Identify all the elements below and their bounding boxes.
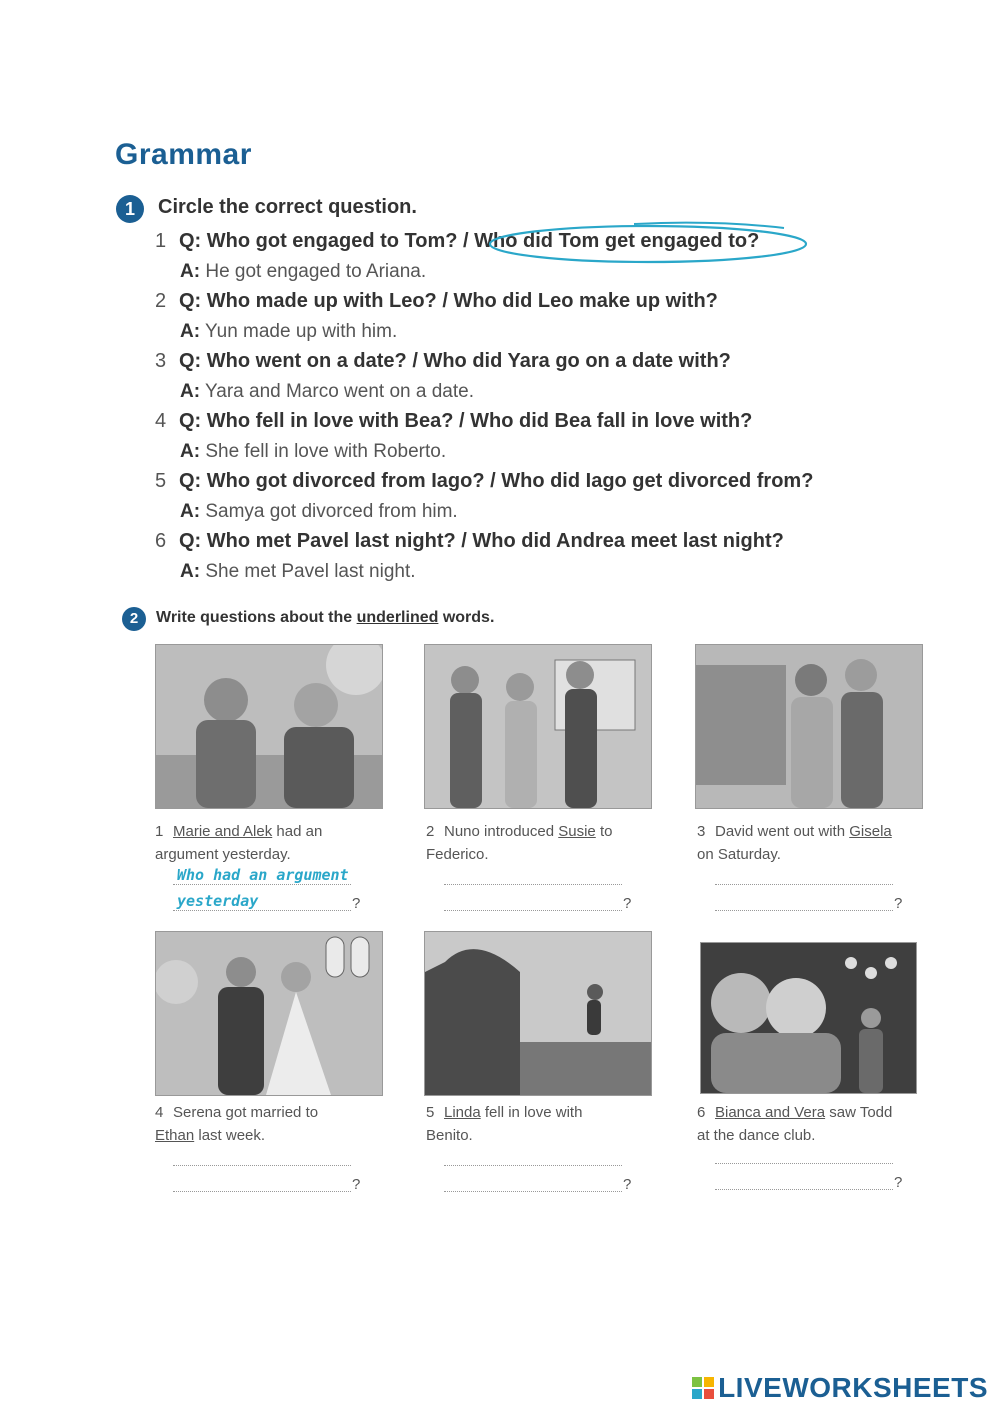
q-label: Q: [179,470,202,492]
caption-text: David went out with [715,823,850,840]
option-1[interactable]: Who got divorced from Iago? [206,470,485,492]
option-1[interactable]: Who met Pavel last night? [206,530,456,552]
item-number: 4 [155,1104,164,1121]
option-separator: / [436,290,454,312]
answer-input-line[interactable] [715,884,893,885]
option-separator: / [457,230,475,252]
caption-text: had an argument yesterday. [155,823,323,863]
underlined-words: Ethan [155,1127,195,1144]
underlined-words: Linda [444,1104,481,1121]
answer-circle-mark [484,220,814,270]
question-row-4 [155,410,752,433]
answer-input-line[interactable] [173,1191,351,1192]
answer-line [173,910,351,911]
caption-1 [155,820,360,866]
item-number: 2 [426,823,435,840]
answer-input-line[interactable] [444,1191,622,1192]
answer-row-3 [180,381,474,403]
question-number: 2 [155,290,167,312]
answer-row-1 [180,261,426,283]
caption-text: saw Todd at the dance club. [697,1104,893,1144]
caption-5 [426,1101,631,1147]
answer-row-5 [180,501,458,523]
answer-row-6 [180,561,416,583]
caption-4 [155,1101,360,1147]
answer-text: Yara and Marco went on a date. [205,381,474,402]
q-label: Q: [179,530,202,552]
answer-line-1b[interactable]: yesterday [177,892,259,910]
underlined-words: Bianca and Vera [715,1104,826,1121]
exercise-1-instruction: Circle the correct question. [158,196,417,218]
caption-2 [426,820,631,866]
answer-input-line[interactable] [715,910,893,911]
q-label: Q: [179,350,202,372]
a-label: A: [180,321,201,342]
question-row-3 [155,350,731,373]
exercise-2-badge: 2 [122,607,146,631]
option-2[interactable]: Who did Yara go on a date with? [423,350,731,372]
option-separator: / [484,470,502,492]
question-mark: ? [352,1176,361,1193]
option-1[interactable]: Who went on a date? [206,350,407,372]
answer-line [173,884,351,885]
option-2-circled[interactable]: Who did Tom get engaged to? [474,230,760,252]
a-label: A: [180,441,201,462]
answer-text: She met Pavel last night. [205,561,416,582]
answer-text: She fell in love with Roberto. [205,441,447,462]
item-number: 6 [697,1104,706,1121]
illustration-argument [155,644,383,809]
instruction-underlined: underlined [356,609,439,626]
question-row-2 [155,290,718,313]
illustration-wedding [155,931,383,1096]
illustration-going-out [695,644,923,809]
option-separator: / [453,410,471,432]
caption-text: to Federico. [426,823,613,863]
option-1[interactable]: Who got engaged to Tom? [206,230,458,252]
question-mark: ? [623,895,632,912]
logo-grid-icon [692,1377,714,1399]
a-label: A: [180,261,201,282]
a-label: A: [180,561,201,582]
answer-input-line[interactable] [715,1163,893,1164]
answer-input-line[interactable] [444,1165,622,1166]
answer-row-4 [180,441,446,463]
q-label: Q: [179,290,202,312]
exercise-1-badge: 1 [116,195,144,223]
illustration-running [424,931,652,1096]
question-number: 3 [155,350,167,372]
instruction-text: Write questions about the [156,609,357,626]
underlined-words: Gisela [849,823,892,840]
caption-text: Nuno introduced [444,823,559,840]
option-2[interactable]: Who did Andrea meet last night? [472,530,784,552]
liveworksheets-logo [692,1372,988,1404]
illustration-dance-club [700,942,917,1094]
exercise-2-instruction [156,609,494,627]
answer-row-2 [180,321,397,343]
question-mark: ? [894,1174,903,1191]
a-label: A: [180,501,201,522]
section-title: Grammar [115,138,252,171]
q-label: Q: [179,410,202,432]
caption-3 [697,820,902,866]
caption-text: Serena got married to [173,1104,319,1121]
q-label: Q: [179,230,202,252]
answer-input-line[interactable] [444,884,622,885]
option-1[interactable]: Who made up with Leo? [206,290,437,312]
answer-text: Samya got divorced from him. [205,501,458,522]
underlined-words: Susie [558,823,596,840]
answer-text: Yun made up with him. [205,321,398,342]
option-1[interactable]: Who fell in love with Bea? [206,410,454,432]
answer-input-line[interactable] [715,1189,893,1190]
illustration-introduction [424,644,652,809]
answer-text: He got engaged to Ariana. [205,261,427,282]
option-2[interactable]: Who did Leo make up with? [453,290,718,312]
item-number: 3 [697,823,706,840]
question-number: 6 [155,530,167,552]
question-mark: ? [894,895,903,912]
answer-input-line[interactable] [173,1165,351,1166]
question-mark: ? [352,895,361,912]
answer-line-1a[interactable]: Who had an argument [177,866,349,884]
caption-text: fell in love with Benito. [426,1104,583,1144]
question-number: 1 [155,230,167,252]
answer-input-line[interactable] [444,910,622,911]
caption-text: on Saturday. [697,846,781,863]
caption-6 [697,1101,902,1147]
question-row-5 [155,470,813,493]
caption-text: last week. [194,1127,266,1144]
question-row-6 [155,530,784,553]
item-number: 1 [155,823,164,840]
question-mark: ? [623,1176,632,1193]
logo-text: LIVEWORKSHEETS [718,1372,988,1403]
underlined-words: Marie and Alek [173,823,273,840]
item-number: 5 [426,1104,435,1121]
option-2[interactable]: Who did Bea fall in love with? [470,410,753,432]
option-separator: / [406,350,424,372]
question-number: 4 [155,410,167,432]
a-label: A: [180,381,201,402]
option-separator: / [455,530,473,552]
question-number: 5 [155,470,167,492]
option-2[interactable]: Who did Iago get divorced from? [501,470,814,492]
instruction-text: words. [438,609,495,626]
